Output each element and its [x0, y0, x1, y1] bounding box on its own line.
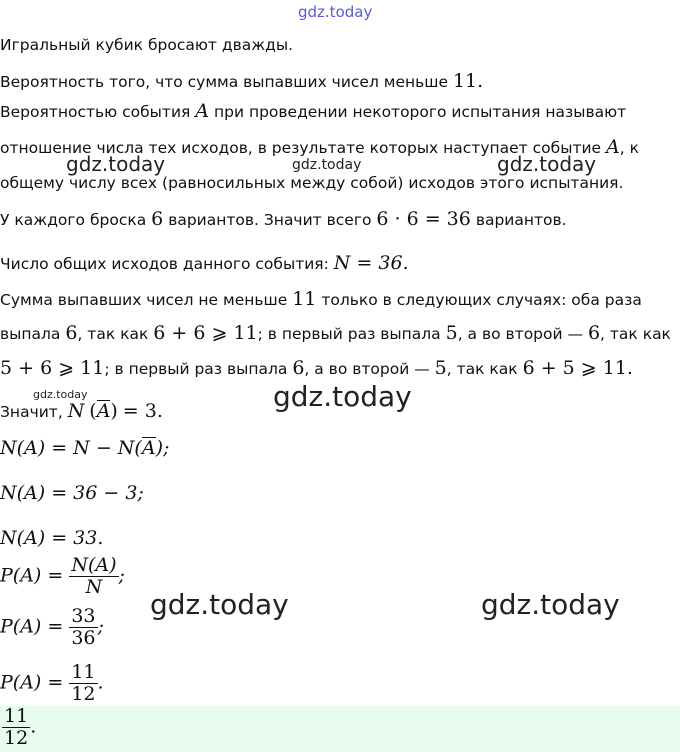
formula-part: P(A) =	[0, 564, 64, 587]
not-less-line	[0, 288, 642, 310]
formula-6	[0, 662, 104, 706]
formula-2: N(A) = 36 − 3;	[0, 482, 144, 504]
variants-expression: 6 · 6 = 36	[376, 208, 471, 230]
formula-3: N(A) = 33.	[0, 527, 104, 549]
total-outcomes-line	[0, 252, 409, 274]
fraction-denominator: N	[85, 575, 103, 598]
case-expression: 5 + 6 ⩾ 11	[0, 357, 105, 379]
fraction	[69, 662, 97, 705]
task-statement: Игральный кубик бросают дважды.	[0, 36, 294, 54]
case-line-1	[0, 322, 671, 344]
answer-period: .	[30, 715, 37, 738]
definition-text: отношение числа тех исходов, в результате которых наступает событие	[0, 139, 602, 157]
case-number: 6	[65, 322, 78, 344]
case-expression: 6 + 6 ⩾ 11	[153, 322, 258, 344]
formula-part: P(A) =	[0, 615, 64, 638]
question-text: Вероятность того, что сумма выпавших чисел меньше	[0, 73, 449, 91]
formula-part: N(A) = N − N(	[0, 437, 142, 459]
not-less-text: только в следующих случаях: оба раза	[321, 291, 642, 309]
total-outcomes-text: Число общих исходов данного события:	[0, 255, 329, 273]
means-value: = 3.	[122, 400, 163, 422]
variants-number: 6	[151, 208, 164, 230]
answer-value	[2, 706, 36, 749]
answer-fraction	[2, 706, 30, 749]
watermark: gdz.today	[33, 388, 88, 401]
case-text: выпала	[0, 325, 61, 343]
watermark: gdz.today	[292, 157, 362, 173]
watermark: gdz.today	[273, 380, 412, 413]
definition-text: Вероятностью события	[0, 103, 191, 121]
variants-line	[0, 208, 567, 230]
variants-text: вариантов.	[475, 211, 567, 229]
fraction-numerator: N(A)	[71, 554, 117, 576]
definition-line-2	[0, 136, 639, 158]
complement-event: A	[96, 400, 111, 422]
definition-line-3: общему числу всех (равносильных между собой) исходов этого испытания.	[0, 174, 624, 192]
event-variable: A	[195, 100, 210, 122]
fraction-denominator: 36	[71, 626, 96, 649]
case-text: ; в первый раз выпала	[104, 360, 288, 378]
variants-text: вариантов. Значит всего	[168, 211, 372, 229]
fraction-numerator: 33	[71, 605, 96, 627]
definition-text: , к	[619, 139, 639, 157]
formula-part: .	[97, 671, 104, 694]
not-less-number: 11	[292, 288, 317, 310]
formula-part: P(A) =	[0, 671, 64, 694]
fraction-numerator: 11	[71, 662, 96, 683]
formula-5	[0, 606, 104, 649]
question-number: 11.	[452, 70, 484, 92]
case-expression: 6 + 5 ⩾ 11.	[522, 357, 633, 379]
watermark-top: gdz.today	[298, 3, 373, 21]
case-text: , так как	[446, 360, 518, 378]
event-variable: A	[606, 136, 620, 158]
complement-event: A	[141, 437, 156, 459]
means-line: Значит, N (A) = 3.	[0, 400, 163, 422]
watermark: gdz.today	[481, 588, 620, 621]
means-variable: N	[67, 400, 85, 422]
question-line	[0, 70, 483, 92]
definition-line-1	[0, 100, 626, 122]
case-line-2	[0, 357, 633, 379]
definition-text: при проведении некоторого испытания называют	[213, 103, 627, 121]
watermark: gdz.today	[66, 152, 166, 176]
formula-part: ;	[118, 564, 125, 587]
formula-4	[0, 555, 125, 598]
case-number: 5	[434, 357, 447, 379]
formula-part: ;	[97, 615, 104, 638]
fraction	[69, 555, 118, 598]
answer-numerator: 11	[4, 705, 29, 727]
not-less-text: Сумма выпавших чисел не меньше	[0, 291, 288, 309]
case-text: , так как	[600, 325, 671, 343]
variants-text: У каждого броска	[0, 211, 147, 229]
watermark: gdz.today	[150, 588, 289, 621]
case-text: , так как	[77, 325, 149, 343]
case-text: ; в первый раз выпала	[257, 325, 441, 343]
case-number: 5	[445, 322, 458, 344]
formula-part: );	[155, 437, 170, 459]
case-text: , а во второй —	[457, 325, 583, 343]
case-number: 6	[587, 322, 601, 344]
means-text: Значит,	[0, 403, 63, 421]
fraction-denominator: 12	[71, 682, 96, 705]
answer-denominator: 12	[4, 726, 29, 749]
total-outcomes-expression: N = 36.	[333, 252, 409, 274]
watermark: gdz.today	[497, 152, 597, 176]
answer-box	[0, 706, 680, 752]
fraction	[69, 606, 97, 649]
case-text: , а во второй —	[304, 360, 430, 378]
formula-1	[0, 437, 169, 459]
case-number: 6	[292, 357, 305, 379]
